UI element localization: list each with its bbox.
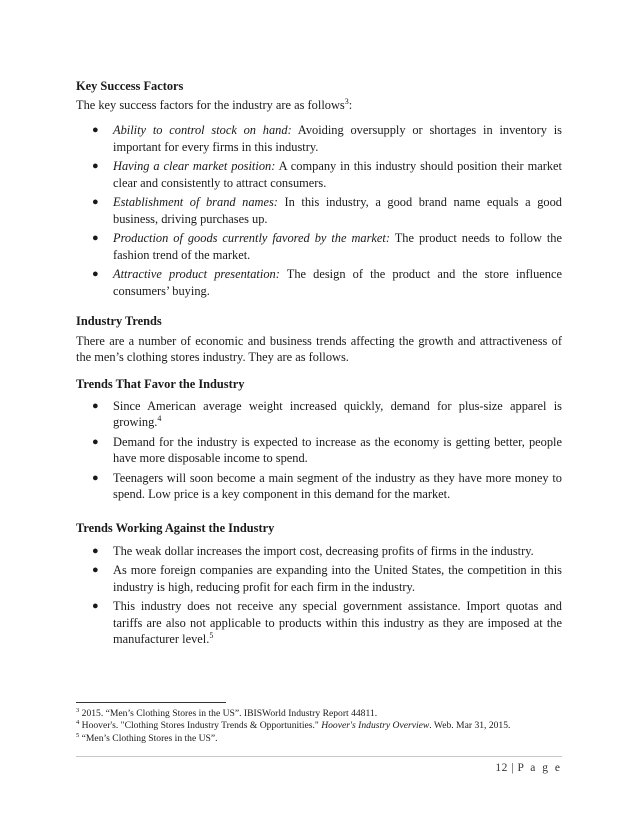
- list-item: [76, 158, 562, 191]
- page-footer: [495, 760, 562, 777]
- item-text: Demand for the industry is expected to increase as the economy is getting better, people have more disposable income to spend.: [113, 434, 562, 465]
- item-text: Avoiding oversupply or shortages in inventory is important for every firms in this industry.: [113, 123, 562, 154]
- list-item: [76, 598, 562, 648]
- list-item: [76, 543, 562, 560]
- list-item: [76, 562, 562, 595]
- footnote-text: 2015. “Men’s Clothing Stores in the US”. IBISWorld Industry Report 44811.: [79, 708, 378, 719]
- footnote-text: “Men’s Clothing Stores in the US”.: [79, 732, 218, 744]
- list-item: [76, 122, 562, 155]
- section-heading: Trends That Favor the Industry: [76, 377, 245, 391]
- page-number: 12: [495, 762, 508, 774]
- section-trends-favor: [76, 376, 562, 506]
- footnote-ref: 4: [157, 413, 162, 423]
- section-intro: The key success factors for the industry are as follows$^3$:: [76, 96, 353, 112]
- item-text: Teenagers will soon become a main segment of the industry as they have more money to spend. Low price is a key component in this demand for the market.: [113, 470, 562, 501]
- item-text: The design of the product and the store influence consumers’ buying.: [113, 267, 563, 298]
- item-text: As more foreign companies are expanding into the United States, the competition in this industry is high, reducing profit for each firm in the industry.: [113, 563, 562, 594]
- item-text: A company in this industry should position their market clear and consistently to attract consumers.: [113, 159, 562, 190]
- item-lead: Production of goods currently favored by the market:: [113, 231, 390, 245]
- bullet-icon: ●: [92, 268, 99, 280]
- page-label: P a g e: [517, 762, 562, 774]
- footnotes: [76, 708, 562, 745]
- section-industry-trends: [76, 313, 562, 366]
- footnote-ref: 3: [344, 96, 349, 106]
- bullet-icon: ●: [92, 435, 99, 448]
- item-text: In this industry, a good brand name equals a good business, driving purchases up.: [113, 195, 562, 226]
- item-text: The product needs to follow the fashion trend of the market.: [113, 231, 563, 262]
- footnote: [76, 733, 562, 745]
- footnote-italic: Hoover's Industry Overview: [321, 720, 430, 732]
- bullet-list: [76, 122, 562, 299]
- list-item: [76, 230, 562, 263]
- item-lead: Establishment of brand names:: [113, 195, 278, 209]
- section-heading: Industry Trends: [76, 314, 162, 328]
- item-lead: Attractive product presentation:: [113, 267, 280, 281]
- list-item: [76, 470, 562, 503]
- section-paragraph: There are a number of economic and business trends affecting the growth and attractiveness of the men’s clothing stores industry. They are as follows.: [76, 333, 562, 364]
- bullet-icon: ●: [92, 232, 99, 244]
- list-item: [76, 398, 562, 431]
- bullet-icon: ●: [92, 399, 99, 412]
- bullet-icon: ●: [92, 196, 99, 208]
- footnote: [76, 720, 562, 732]
- list-item: [76, 194, 562, 227]
- footer-separator: |: [511, 762, 515, 774]
- section-key-success-factors: [76, 78, 562, 302]
- footnote-number: 5: [76, 731, 80, 739]
- list-item: [76, 434, 562, 467]
- item-text: This industry does not receive any special government assistance. Import quotas and tariffs are also not applicable to products within this industry as they are imposed at the manufacturer level.: [113, 599, 562, 646]
- bullet-icon: ●: [92, 124, 99, 136]
- footnote: [76, 708, 562, 720]
- footnote-text: Hoover's. "Clothing Stores Industry Trends & Opportunities.": [79, 720, 322, 732]
- footnote-number: 4: [76, 719, 80, 727]
- footnote-ref: 5: [209, 630, 214, 640]
- bullet-list: [76, 398, 562, 503]
- footer-divider: [76, 756, 562, 757]
- item-lead: Ability to control stock on hand:: [113, 123, 292, 137]
- section-heading: Key Success Factors: [76, 79, 184, 93]
- section-heading: Trends Working Against the Industry: [76, 521, 275, 535]
- footnote-separator: [76, 702, 226, 703]
- item-text: The weak dollar increases the import cost, decreasing profits of firms in the industry.: [113, 543, 534, 558]
- bullet-icon: ●: [92, 471, 99, 484]
- bullet-icon: ●: [92, 600, 99, 612]
- item-text: Since American average weight increased quickly, demand for plus-size apparel is growing.: [113, 398, 562, 429]
- section-trends-against: [76, 520, 562, 651]
- item-lead: Having a clear market position:: [113, 159, 276, 173]
- footnote-text-end: . Web. Mar 31, 2015.: [429, 720, 511, 732]
- footnote-number: 3: [76, 706, 80, 714]
- list-item: [76, 266, 562, 299]
- bullet-icon: ●: [92, 544, 99, 557]
- bullet-icon: ●: [92, 160, 99, 172]
- bullet-icon: ●: [92, 564, 99, 576]
- bullet-list: [76, 543, 562, 648]
